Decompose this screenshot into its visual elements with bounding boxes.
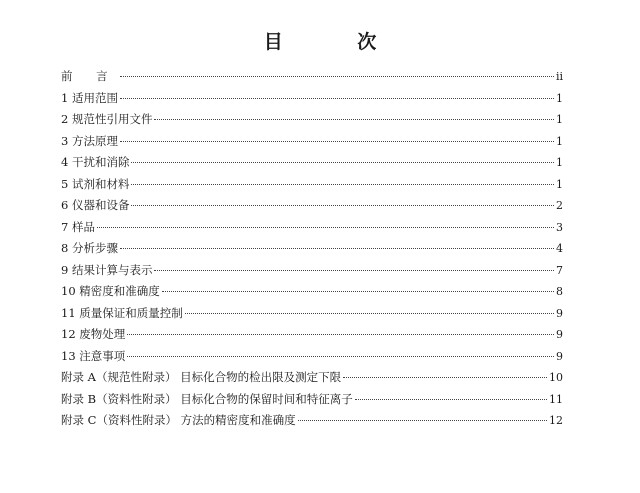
toc-leader-dots [343, 377, 547, 378]
toc-entry-label: 13 注意事项 [61, 348, 126, 363]
toc-entry-page: 10 [549, 371, 563, 384]
toc-leader-dots [127, 356, 554, 357]
toc-entry-2[interactable] [61, 109, 563, 131]
toc-leader-dots [355, 399, 547, 400]
toc-entry-label: 11 质量保证和质量控制 [61, 305, 183, 320]
toc-entry-label: 10 精密度和准确度 [61, 284, 160, 298]
toc-entry-appendix-c[interactable] [61, 410, 563, 432]
toc-entry-page: 3 [556, 220, 563, 234]
toc-entry-1[interactable] [61, 88, 563, 110]
toc-entry-page: ii [555, 70, 563, 83]
toc-entry-page: 9 [556, 349, 563, 363]
toc-entry-label: 6 仪器和设备 [61, 198, 130, 212]
toc-entry-7[interactable] [61, 217, 563, 239]
toc-entry-9[interactable] [61, 260, 563, 282]
toc-entry-label: 3 方法原理 [61, 133, 118, 148]
toc-entry-label: 附录 A（规范性附录） 目标化合物的检出限及测定下限 [61, 370, 342, 384]
toc-leader-dots [162, 291, 554, 292]
toc-entry-label: 附录 C（资料性附录） 方法的精密度和准确度 [61, 413, 296, 427]
toc-entry-page: 1 [556, 134, 563, 148]
toc-entry-label: 附录 B（资料性附录） 目标化合物的保留时间和特征离子 [61, 391, 353, 406]
toc-leader-dots [127, 334, 554, 335]
toc-entry-12[interactable] [61, 324, 563, 346]
toc-entry-page: 4 [556, 242, 563, 255]
toc-entry-label: 7 样品 [61, 219, 95, 234]
toc-entry-foreword[interactable] [61, 66, 563, 88]
toc-entry-page: 7 [556, 263, 563, 277]
toc-entry-label: 4 干扰和消除 [61, 155, 130, 169]
toc-leader-dots [185, 313, 554, 314]
toc-entry-appendix-a[interactable] [61, 367, 563, 389]
toc-entry-6[interactable] [61, 195, 563, 217]
toc-entry-page: 9 [556, 328, 563, 341]
toc-entry-page: 1 [556, 91, 563, 105]
table-of-contents [61, 66, 563, 432]
toc-entry-4[interactable] [61, 152, 563, 174]
toc-entry-5[interactable] [61, 174, 563, 196]
toc-leader-dots [120, 248, 554, 249]
toc-leader-dots [154, 119, 554, 120]
toc-entry-label: 5 试剂和材料 [61, 176, 130, 191]
toc-entry-page: 11 [549, 392, 563, 406]
toc-entry-label: 8 分析步骤 [61, 241, 118, 255]
toc-entry-page: 1 [556, 113, 563, 126]
toc-entry-label: 12 废物处理 [61, 327, 126, 341]
toc-entry-appendix-b[interactable] [61, 389, 563, 411]
toc-entry-page: 8 [556, 285, 563, 298]
toc-entry-page: 2 [556, 199, 563, 212]
toc-entry-label: 2 规范性引用文件 [61, 112, 153, 126]
toc-entry-13[interactable] [61, 346, 563, 368]
toc-entry-label: 1 适用范围 [61, 90, 118, 105]
toc-leader-dots [298, 420, 547, 421]
toc-leader-dots [154, 270, 554, 271]
toc-leader-dots [131, 205, 554, 206]
toc-entry-label: 前 言 [61, 69, 118, 83]
toc-entry-page: 1 [556, 177, 563, 191]
toc-entry-3[interactable] [61, 131, 563, 153]
toc-leader-dots [131, 162, 554, 163]
toc-entry-11[interactable] [61, 303, 563, 325]
toc-entry-label: 9 结果计算与表示 [61, 262, 153, 277]
toc-entry-page: 1 [556, 156, 563, 169]
toc-leader-dots [97, 227, 554, 228]
toc-leader-dots [120, 76, 554, 77]
toc-leader-dots [120, 141, 554, 142]
toc-leader-dots [120, 98, 554, 99]
toc-entry-10[interactable] [61, 281, 563, 303]
toc-entry-page: 9 [556, 306, 563, 320]
toc-entry-8[interactable] [61, 238, 563, 260]
toc-leader-dots [131, 184, 554, 185]
toc-entry-page: 12 [549, 414, 563, 427]
page-title: 目 次 [263, 31, 411, 53]
